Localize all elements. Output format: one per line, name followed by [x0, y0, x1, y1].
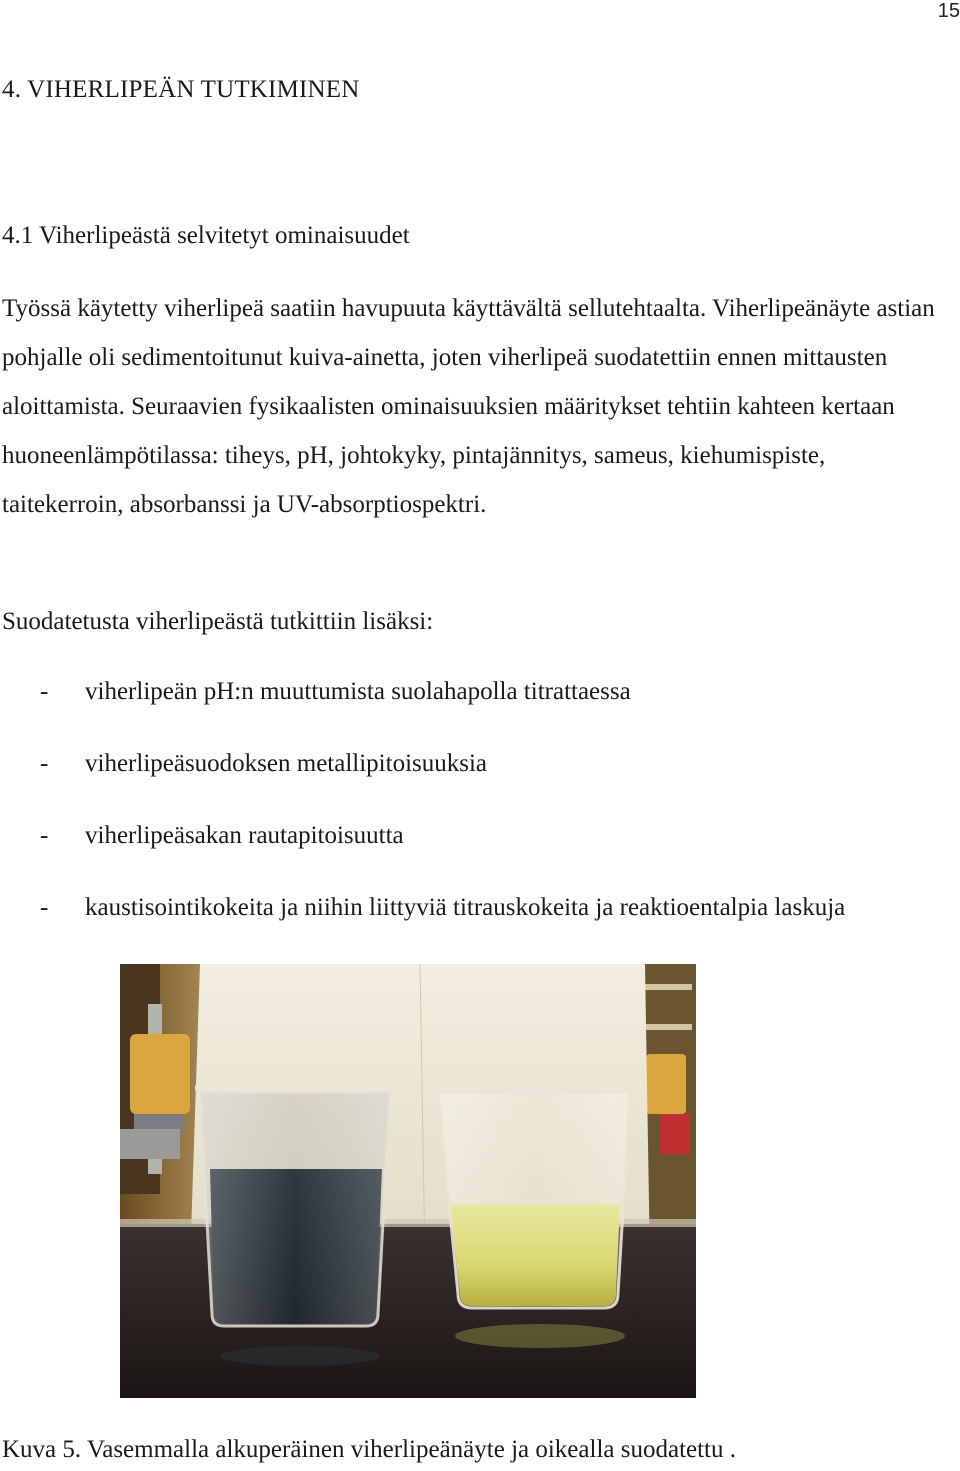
list-item-text: viherlipeäsuodoksen metallipitoisuuksia: [85, 750, 488, 777]
body-paragraph: Työssä käytetty viherlipeä saatiin havupuuta käyttävältä sellutehtaalta. Viherlipeänäyte astian pohjalle oli sedimentoitunut kuiva-ainetta, joten viherlipeä suodatettiin ennen mittausten aloittamista. Seuraavien fysikaalisten ominaisuuksien määritykset tehtiin kahteen kertaan huoneenlämpötilassa: tiheys, pH, johtokyky, pintajännitys, sameus, kiehumispiste, taitekerroin, absorbanssi ja UV-absorptiospektri.: [2, 295, 935, 518]
list-marker: -: [40, 822, 49, 849]
body-paragraph-intro-list: Suodatetusta viherlipeästä tutkittiin lisäksi:: [2, 608, 434, 635]
list-item-text: viherlipeän pH:n muuttumista suolahapolla titrattaessa: [85, 678, 631, 705]
list-item: [40, 750, 487, 778]
page-number: 15: [937, 0, 960, 22]
figure-photo-beakers: [120, 964, 696, 1398]
list-marker: -: [40, 678, 49, 705]
chapter-title: 4. VIHERLIPEÄN TUTKIMINEN: [2, 76, 360, 103]
list-marker: -: [40, 894, 49, 921]
figure-caption: Kuva 5. Vasemmalla alkuperäinen viherlipeänäyte ja oikealla suodatettu .: [2, 1436, 736, 1463]
list-item: [40, 894, 845, 922]
list-item: [40, 678, 631, 706]
list-marker: -: [40, 750, 49, 777]
list-item-text: viherlipeäsakan rautapitoisuutta: [85, 822, 404, 849]
section-title: 4.1 Viherlipeästä selvitetyt ominaisuudet: [2, 222, 410, 249]
beakers-photo: [120, 964, 696, 1398]
list-item: [40, 822, 404, 850]
list-item-text: kaustisointikokeita ja niihin liittyviä titrauskokeita ja reaktioentalpia laskuja: [85, 894, 846, 921]
